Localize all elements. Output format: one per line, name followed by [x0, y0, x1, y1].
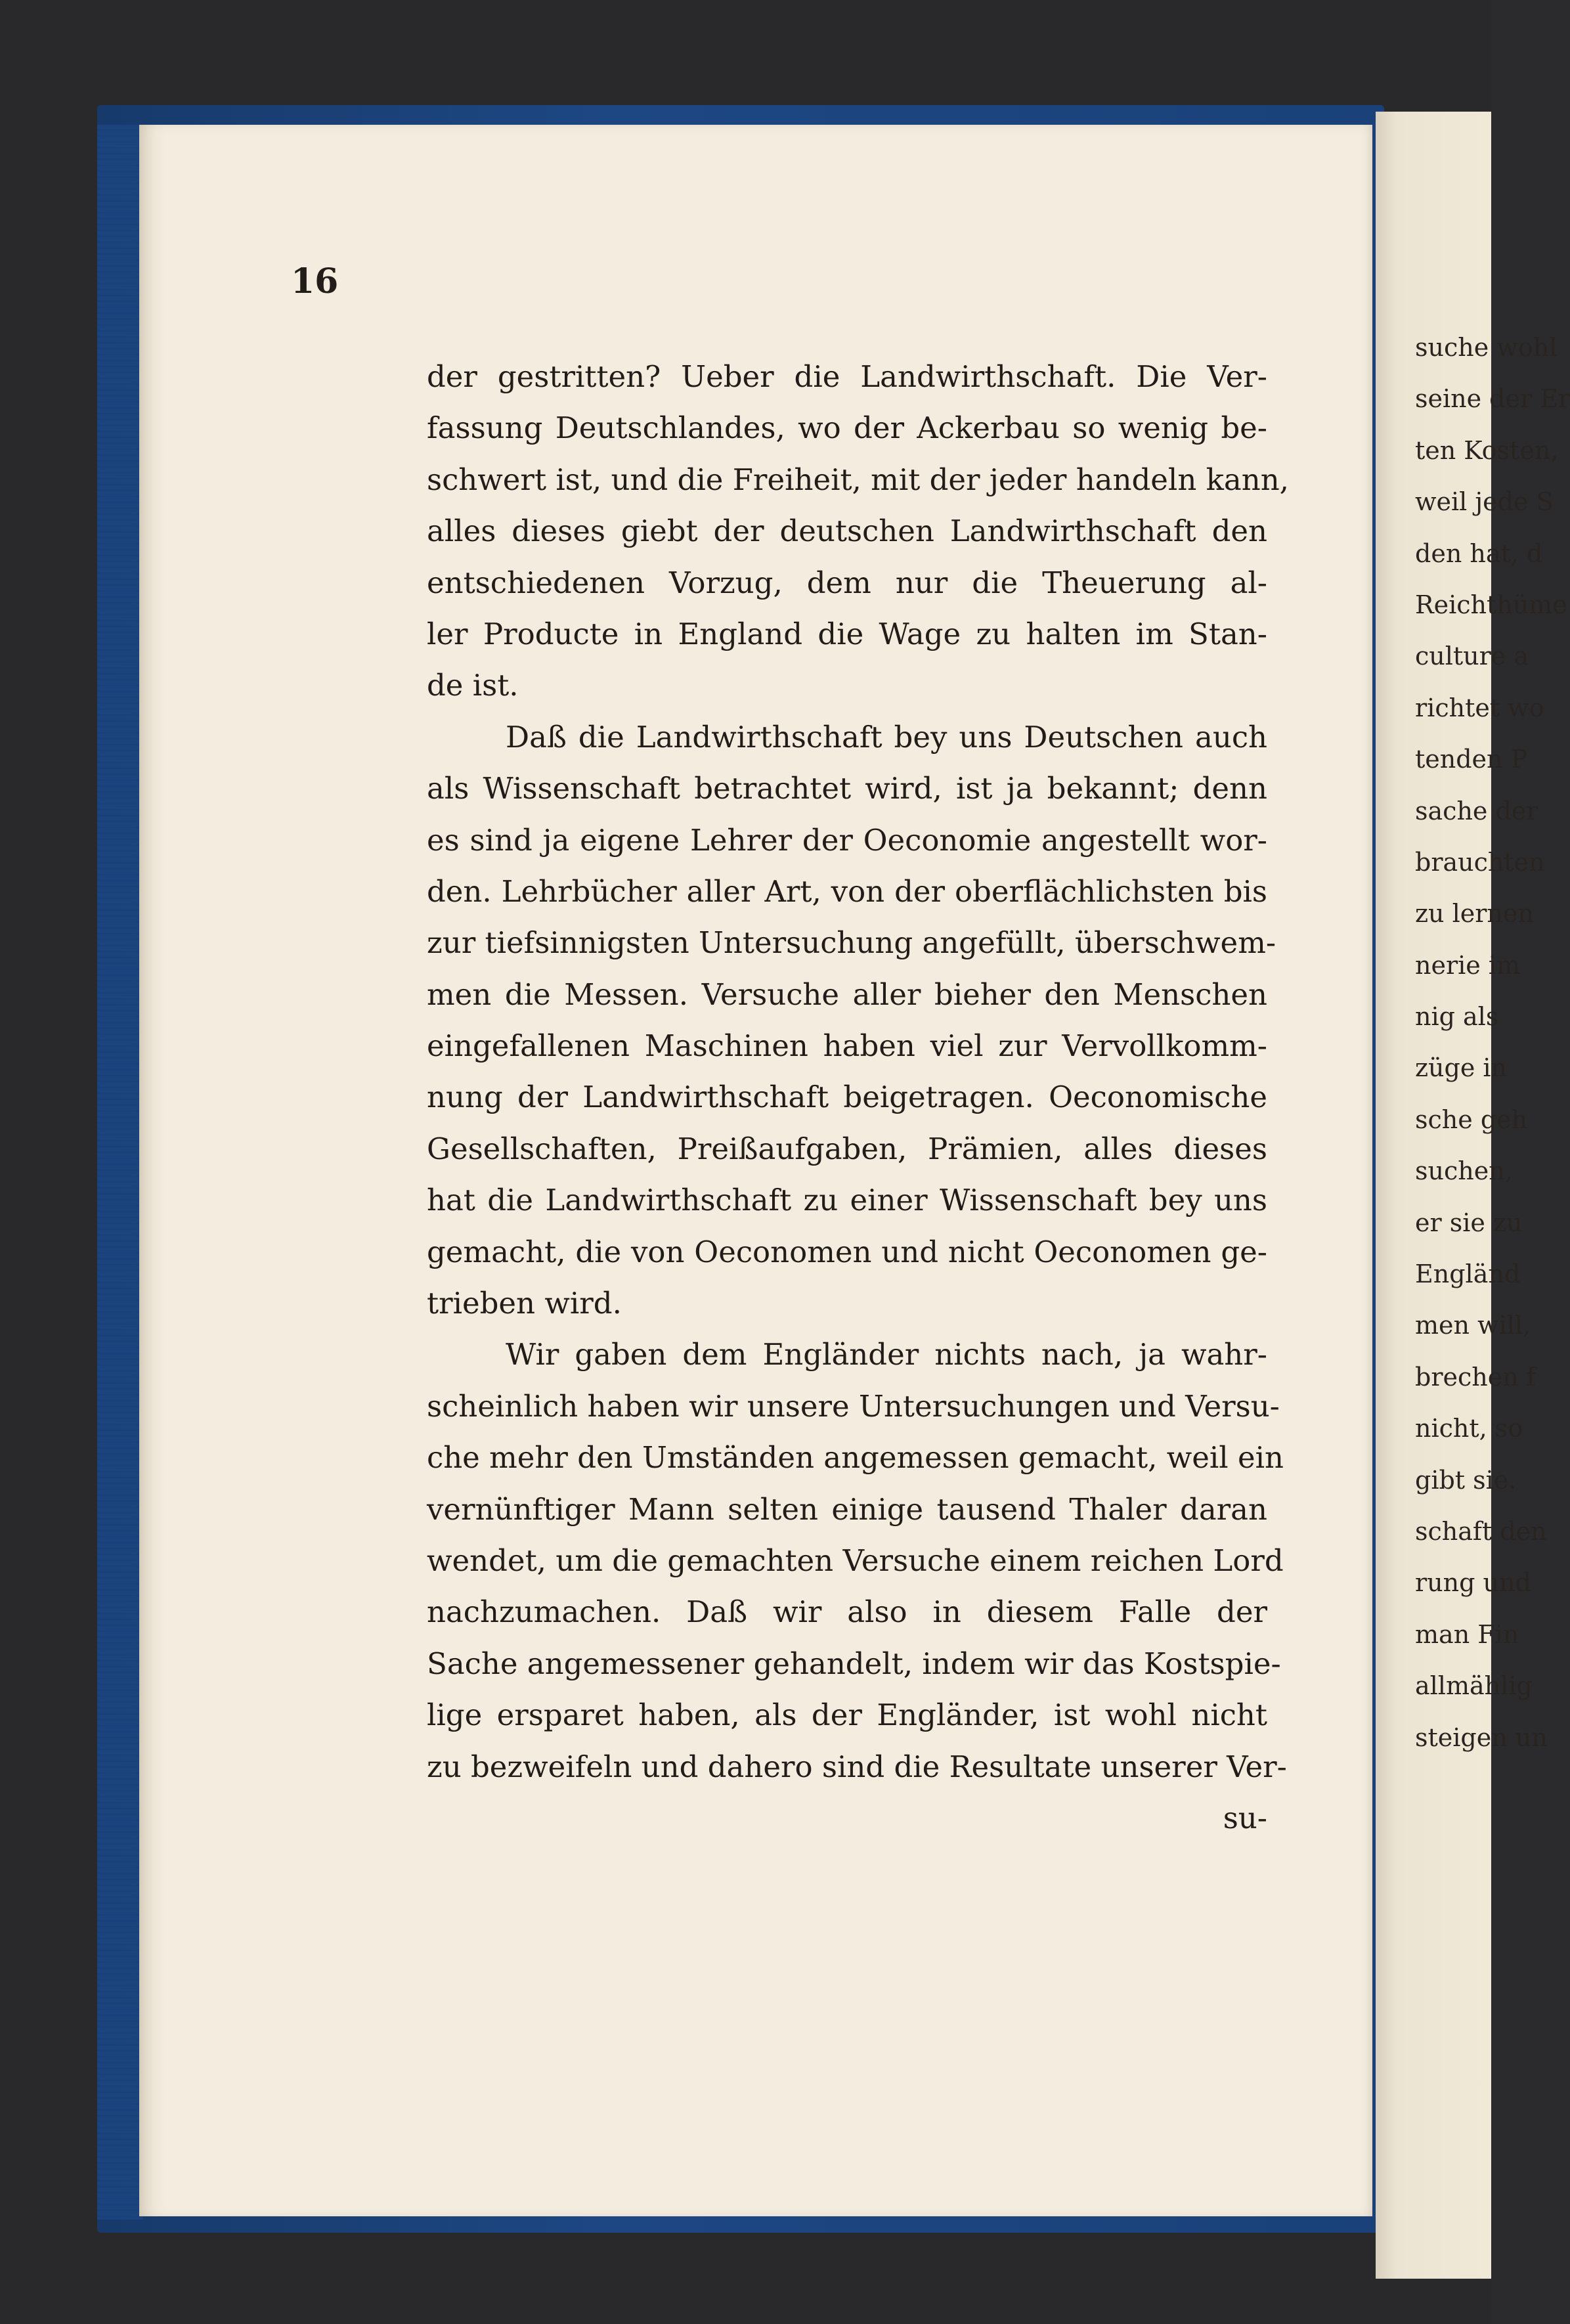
page-number: 16 [291, 261, 339, 301]
text-line: der gestritten? Ueber die Landwirthschaft. Die Ver- [427, 359, 1267, 394]
facing-text-fragment: man Fin [1415, 1619, 1519, 1649]
text-line: entschiedenen Vorzug, dem nur die Theuerung al- [427, 565, 1267, 600]
facing-text-fragment: zu lernen [1415, 899, 1534, 929]
facing-text-fragment: sache der [1415, 796, 1538, 825]
text-line: vernünftiger Mann selten einige tausend Thaler daran [427, 1491, 1267, 1527]
facing-text-fragment: allmählig [1415, 1671, 1533, 1701]
facing-text-fragment: nig als [1415, 1002, 1499, 1032]
text-line: nachzumachen. Daß wir also in diesem Falle der [427, 1594, 1267, 1630]
text-line: es sind ja eigene Lehrer der Oeconomie angestellt wor- [427, 822, 1267, 858]
text-line: hat die Landwirthschaft zu einer Wissenschaft bey uns [427, 1183, 1267, 1218]
facing-text-fragment: culture a [1415, 642, 1529, 671]
facing-text-fragment: richtet wo [1415, 693, 1544, 722]
text-line: alles dieses giebt der deutschen Landwirthschaft den [427, 514, 1267, 549]
facing-text-fragment: tenden P [1415, 745, 1528, 774]
text-line: che mehr den Umständen angemessen gemacht, weil ein [427, 1440, 1284, 1476]
text-line: lige ersparet haben, als der Engländer, ist wohl nicht [427, 1698, 1267, 1733]
facing-text-fragment: züge in [1415, 1053, 1508, 1083]
text-line: zur tiefsinnigsten Untersuchung angefüllt, überschwem- [427, 925, 1276, 961]
facing-text-fragment: suchen, [1415, 1156, 1513, 1186]
facing-page-text [1415, 322, 1570, 1763]
text-line: men die Messen. Versuche aller bieher den Menschen [427, 976, 1267, 1012]
facing-text-fragment: sche geh [1415, 1105, 1528, 1134]
text-line: Daß die Landwirthschaft bey uns Deutschen auch [506, 719, 1267, 755]
text-line: scheinlich haben wir unsere Untersuchungen und Versu- [427, 1388, 1280, 1424]
cover-edge [97, 125, 143, 2220]
facing-text-fragment: er sie zu [1415, 1208, 1523, 1237]
text-line: Wir gaben dem Engländer nichts nach, ja wahr- [506, 1337, 1267, 1372]
facing-text-fragment: brauchten [1415, 847, 1545, 877]
text-line: zu bezweifeln und dahero sind die Resultate unserer Ver- [427, 1749, 1287, 1784]
facing-text-fragment: ten Kosten, [1415, 435, 1559, 465]
page-body-text [427, 351, 1289, 1844]
facing-text-fragment: weil jede S [1415, 487, 1554, 517]
facing-text-fragment: nicht, so [1415, 1414, 1523, 1443]
facing-text-fragment: men will, [1415, 1311, 1531, 1340]
text-line: de ist. [427, 668, 519, 703]
catchword: su- [1223, 1800, 1267, 1835]
facing-text-fragment: Reichthüme [1415, 590, 1567, 619]
text-line: nung der Landwirthschaft beigetragen. Oeconomische [427, 1080, 1267, 1115]
facing-text-fragment: rung und [1415, 1568, 1531, 1598]
facing-text-fragment: nerie im [1415, 950, 1521, 980]
facing-text-fragment: brechen f [1415, 1362, 1536, 1392]
text-line: wendet, um die gemachten Versuche einem reichen Lord [427, 1543, 1284, 1578]
text-line: ler Producte in England die Wage zu halten im Stan- [427, 616, 1267, 651]
facing-text-fragment: Engländ [1415, 1260, 1521, 1289]
text-line: gemacht, die von Oeconomen und nicht Oeconomen ge- [427, 1234, 1267, 1269]
facing-text-fragment: suche wohl [1415, 333, 1558, 362]
facing-text-fragment: den hat, d [1415, 538, 1543, 568]
facing-text-fragment: steigen un [1415, 1722, 1548, 1752]
text-line: Sache angemessener gehandelt, indem wir das Kostspie- [427, 1646, 1281, 1681]
facing-text-fragment: seine der Er [1415, 384, 1570, 414]
text-line: den. Lehrbücher aller Art, von der oberflächlichsten bis [427, 873, 1267, 909]
text-line: Gesellschaften, Preißaufgaben, Prämien, alles dieses [427, 1131, 1267, 1166]
text-line: als Wissenschaft betrachtet wird, ist ja bekannt; denn [427, 771, 1267, 806]
text-line: fassung Deutschlandes, wo der Ackerbau so wenig be- [427, 410, 1267, 446]
text-line: schwert ist, und die Freiheit, mit der jeder handeln kann, [427, 462, 1289, 497]
text-line: eingefallenen Maschinen haben viel zur Vervollkomm- [427, 1028, 1267, 1064]
facing-text-fragment: schaft den [1415, 1516, 1547, 1546]
facing-page [1376, 112, 1570, 2279]
text-line: trieben wird. [427, 1286, 622, 1321]
facing-text-fragment: gibt sie. [1415, 1465, 1517, 1495]
